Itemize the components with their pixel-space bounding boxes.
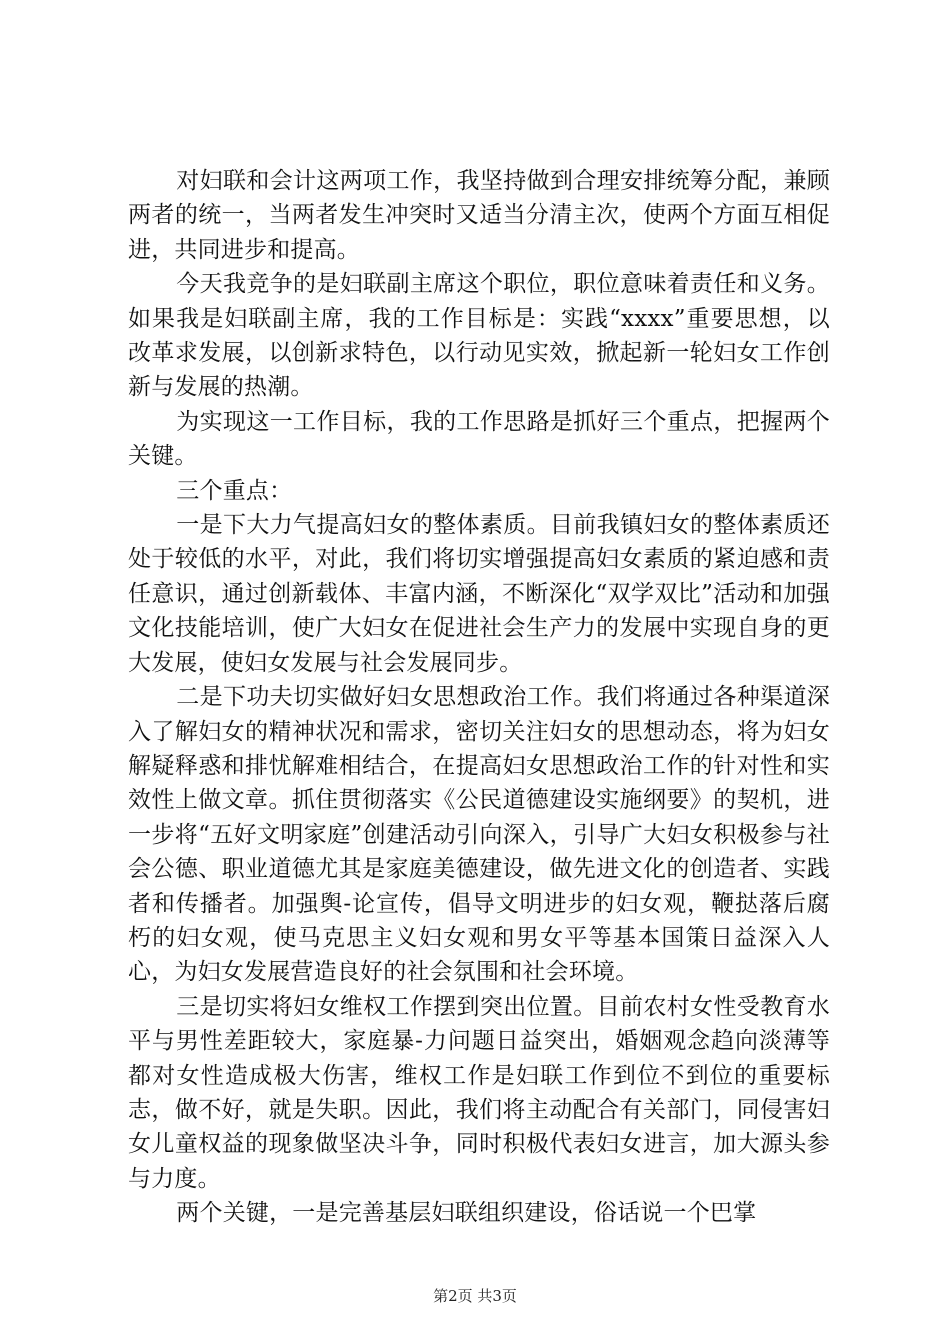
paragraph-7: 三是切实将妇女维权工作摆到突出位置。目前农村女性受教育水平与男性差距较大，家庭暴-力问题日益突出，婚姻观念趋向淡薄等都对女性造成极大伤害，维权工作是妇联工作到位不到位的重要标志，做不好，就是失职。因此，我们将主动配合有关部门，同侵害妇女儿童权益的现象做坚决斗争，同时积极代表妇女进言，加大源头参与力度。 <box>128 993 830 1192</box>
paragraph-3: 为实现这一工作目标，我的工作思路是抓好三个重点，把握两个关键。 <box>128 408 830 470</box>
paragraph-4: 三个重点： <box>176 477 293 504</box>
paragraph-6: 二是下功夫切实做好妇女思想政治工作。我们将通过各种渠道深入了解妇女的精神状况和需求，密切关注妇女的思想动态，将为妇女解疑释惑和排忧解难相结合，在提高妇女思想政治工作的针对性和实效性上做文章。抓住贯彻落实《公民道德建设实施纲要》的契机，进一步将“五好文明家庭”创建活动引向深入，引导广大妇女积极参与社会公德、职业道德尤其是家庭美德建设，做先进文化的创造者、实践者和传播者。加强舆-论宣传，倡导文明进步的妇女观，鞭挞落后腐朽的妇女观，使马克思主义妇女观和男女平等基本国策日益深入人心，为妇女发展营造良好的社会氛围和社会环境。 <box>128 684 830 986</box>
document-body <box>128 164 830 1231</box>
paragraph-5: 一是下大力气提高妇女的整体素质。目前我镇妇女的整体素质还处于较低的水平，对此，我们将切实增强提高妇女素质的紧迫感和责任意识，通过创新载体、丰富内涵，不断深化“双学双比”活动和加强文化技能培训，使广大妇女在促进社会生产力的发展中实现自身的更大发展，使妇女发展与社会发展同步。 <box>128 512 830 676</box>
paragraph-2: 今天我竞争的是妇联副主席这个职位，职位意味着责任和义务。如果我是妇联副主席，我的工作目标是：实践“xxxx”重要思想，以改革求发展，以创新求特色，以行动见实效，掀起新一轮妇女工作创新与发展的热潮。 <box>128 271 830 401</box>
paragraph-1: 对妇联和会计这两项工作，我坚持做到合理安排统筹分配，兼顾两者的统一，当两者发生冲突时又适当分清主次，使两个方面互相促进，共同进步和提高。 <box>128 168 830 263</box>
page-footer: 第2页 共3页 <box>433 1287 517 1305</box>
paragraph-8: 两个关键，一是完善基层妇联组织建设，俗话说一个巴掌 <box>176 1200 757 1227</box>
